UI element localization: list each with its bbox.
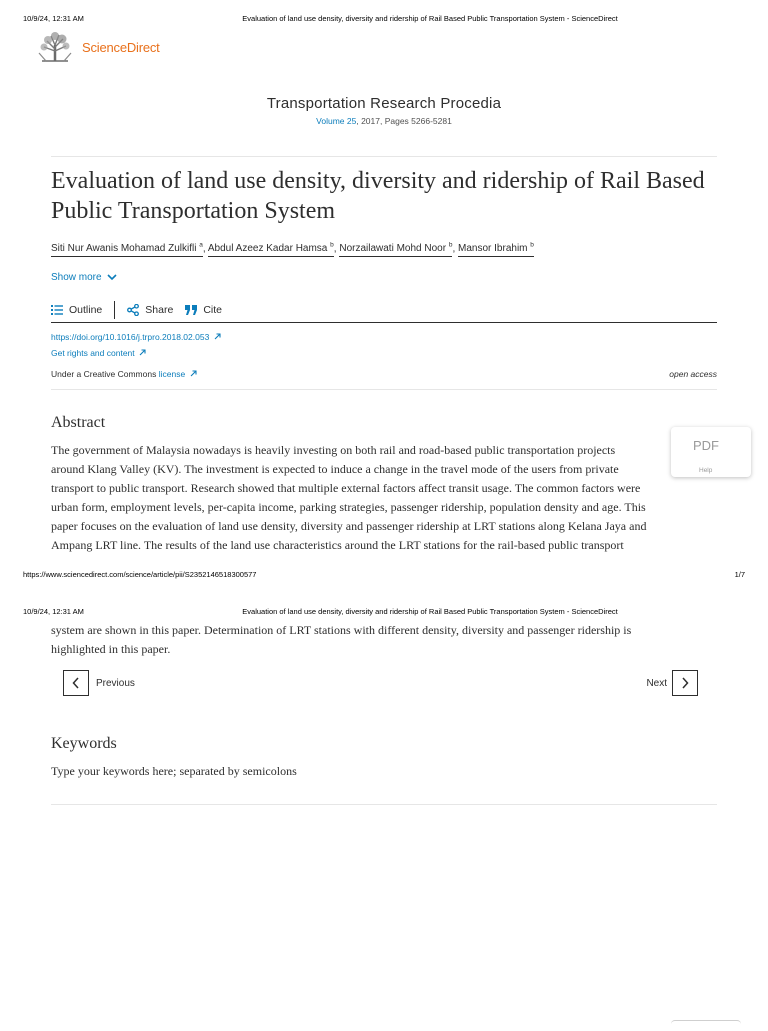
cite-label: Cite (203, 304, 222, 316)
print-title: Evaluation of land use density, diversity and ridership of Rail Based Public Transportation System - ScienceDirect (242, 14, 618, 23)
pdf-help-widget[interactable] (671, 427, 751, 477)
previous-label: Previous (96, 677, 135, 689)
volume-link[interactable]: Volume 25 (316, 116, 357, 126)
chevron-left-icon (72, 677, 80, 689)
external-link-icon (214, 333, 221, 340)
author-link[interactable] (208, 243, 334, 257)
author-link[interactable] (51, 243, 203, 257)
keywords-text: Type your keywords here; separated by semicolons (51, 764, 297, 778)
author-name: Siti Nur Awanis Mohamad Zulkifli (51, 243, 197, 255)
previous-button[interactable] (63, 670, 135, 696)
print-header (0, 607, 768, 621)
author-affiliation: b (330, 242, 334, 249)
outline-list-icon (51, 305, 63, 315)
abstract-line: system are shown in this paper. Determination of LRT stations with different density, diversity and passenger ridership is (51, 623, 632, 637)
toolbar-separator (114, 301, 115, 319)
print-date: 10/9/24, 12:31 AM (23, 607, 84, 616)
journal-pages: , 2017, Pages 5266-5281 (356, 116, 452, 126)
print-page-number: 1/7 (734, 570, 745, 579)
abstract-text (51, 441, 717, 555)
share-label: Share (145, 304, 174, 316)
brand-name: ScienceDirect (82, 39, 160, 55)
journal-meta (0, 116, 768, 126)
external-link-icon (190, 370, 197, 377)
abstract-line: paper focuses on the evaluation of land use density, diversity and passenger ridership at LRT stations along Kelana Jaya and (51, 519, 647, 533)
author-link[interactable] (458, 243, 534, 257)
next-box (672, 670, 698, 696)
abstract-line: urban form, employment levels, per-capita income, parking strategies, passenger ridership, population density and age. This (51, 500, 646, 514)
abstract-line: around Klang Valley (KV). The investment is expected to induce a change in the travel mode of the users from private (51, 462, 619, 476)
abstract-line: Ampang LRT line. The results of the land use characteristics around the LRT stations for the rail-based public transport (51, 538, 624, 552)
author-affiliation: a (199, 242, 203, 249)
author-link[interactable] (339, 243, 452, 257)
sciencedirect-logo-link[interactable] (38, 31, 160, 63)
license-link[interactable] (159, 369, 197, 379)
share-icon (127, 304, 139, 316)
next-label: Next (646, 677, 667, 689)
show-more-button[interactable] (51, 272, 117, 283)
external-link-icon (139, 349, 146, 356)
abstract-heading: Abstract (51, 414, 106, 431)
article-toolbar (51, 298, 717, 323)
rights-text: Get rights and content (51, 348, 135, 358)
pdf-button[interactable]: PDF (693, 438, 719, 453)
author-list: Siti Nur Awanis Mohamad Zulkifli $^a$, Abdul Azeez Kadar Hamsa $^b$, Norzailawati Mohd Noor $^b$, Mansor Ibrahim $^b$ (51, 242, 534, 254)
abstract-line: transport to public transport. Research showed that multiple external factors affect transit usage. The common factors were (51, 481, 641, 495)
print-title: Evaluation of land use density, diversity and ridership of Rail Based Public Transportation System - ScienceDirect (242, 607, 618, 616)
previous-box (63, 670, 89, 696)
cite-button[interactable] (185, 304, 222, 316)
elsevier-tree-icon (38, 31, 72, 63)
show-more-label: Show more (51, 272, 102, 283)
chevron-down-icon (107, 274, 117, 281)
author-name: Mansor Ibrahim (458, 243, 528, 255)
divider (51, 389, 717, 390)
print-url: https://www.sciencedirect.com/science/article/pii/S2352146518300577 (23, 570, 257, 579)
author-affiliation: b (448, 242, 453, 249)
license-link-text: license (158, 369, 186, 379)
quote-icon (185, 305, 197, 315)
print-header (0, 14, 768, 28)
floating-widget-edge (671, 1020, 741, 1031)
rights-link[interactable] (51, 348, 146, 358)
open-access-label: open access (669, 369, 717, 379)
outline-button[interactable] (51, 304, 102, 316)
outline-label: Outline (69, 304, 103, 316)
doi-link[interactable] (51, 332, 221, 342)
doi-text: https://doi.org/10.1016/j.trpro.2018.02.053 (51, 332, 210, 342)
keywords-heading: Keywords (51, 735, 117, 752)
license-prefix: Under a Creative Commons (51, 369, 159, 379)
next-button[interactable] (646, 670, 698, 696)
author-name: Abdul Azeez Kadar Hamsa (207, 243, 328, 255)
divider (51, 156, 717, 157)
share-button[interactable] (127, 304, 173, 316)
abstract-line: highlighted in this paper. (51, 642, 171, 656)
license-line (51, 369, 197, 379)
author-name: Norzailawati Mohd Noor (339, 243, 447, 255)
journal-info (0, 95, 768, 126)
author-affiliation: b (530, 242, 534, 249)
print-date: 10/9/24, 12:31 AM (23, 14, 84, 23)
abstract-text-continued (51, 621, 717, 659)
chevron-right-icon (681, 677, 689, 689)
divider (51, 804, 717, 805)
article-title: Evaluation of land use density, diversity and ridership of Rail Based Public Transportation System (51, 168, 705, 224)
help-button[interactable]: Help (699, 467, 713, 474)
abstract-line: The government of Malaysia nowadays is heavily investing on both rail and road-based public transportation projects (51, 443, 616, 457)
journal-title[interactable]: Transportation Research Procedia (266, 95, 502, 112)
